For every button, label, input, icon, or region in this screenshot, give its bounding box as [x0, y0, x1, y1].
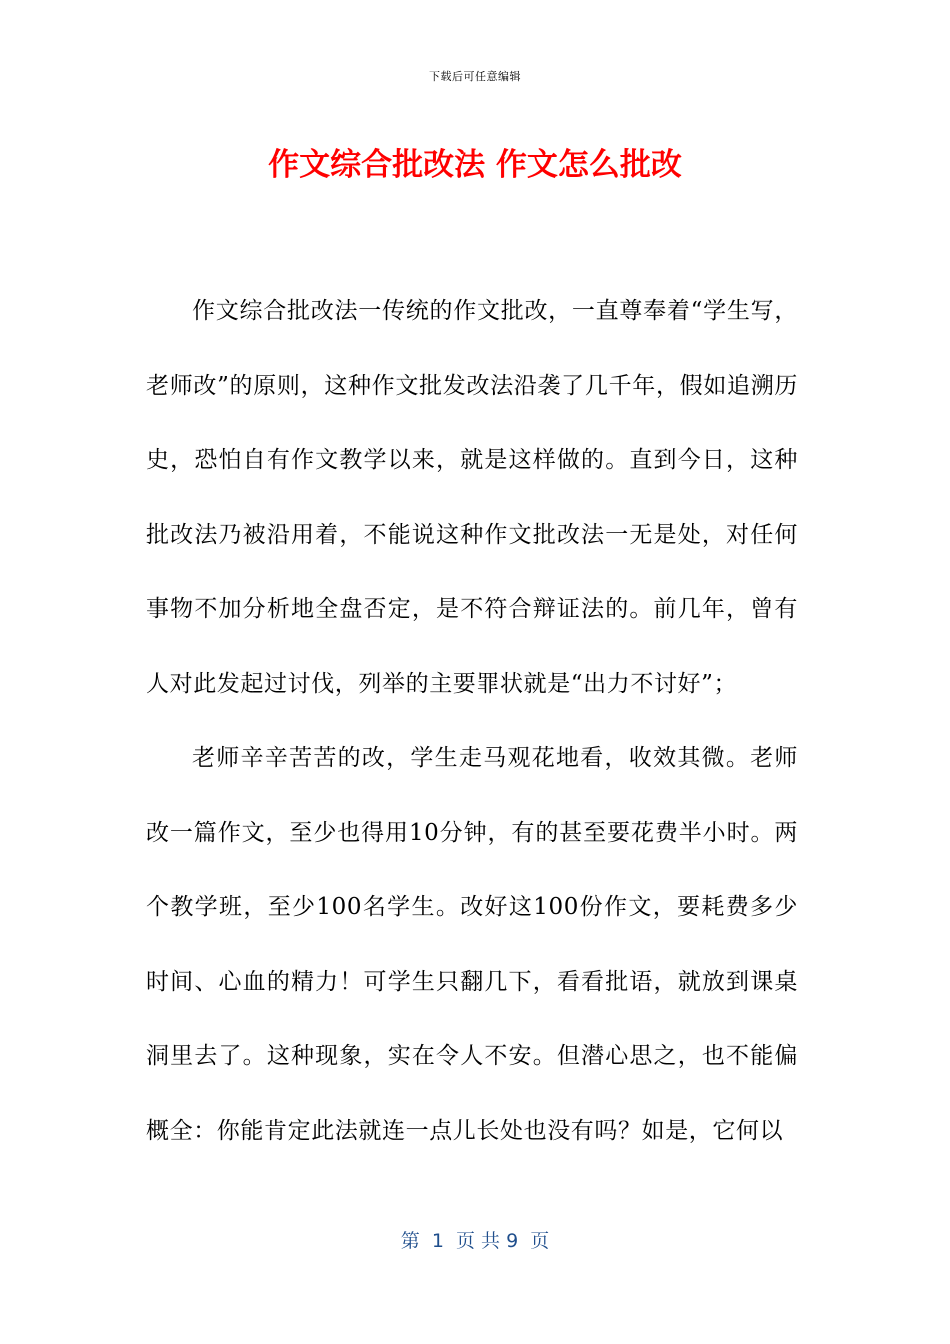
- header-note: 下载后可任意编辑: [429, 70, 521, 83]
- paragraph: 作文综合批改法一传统的作文批改，一直尊奉着“学生写，老师改”的原则，这种作文批发改法沿袭了几千年，假如追溯历史，恐怕自有作文教学以来，就是这样做的。直到今日，这种批改法乃被沿用着，不能说这种作文批改法一无是处，对任何事物不加分析地全盘否定，是不符合辩证法的。前几年，曾有人对此发起过讨伐，列举的主要罪状就是“出力不讨好”；: [146, 298, 798, 697]
- document-body: [146, 274, 798, 1168]
- document-title: 作文综合批改法 作文怎么批改: [268, 147, 682, 183]
- paragraph: 老师辛辛苦苦的改，学生走马观花地看，收效其微。老师改一篇作文，至少也得用10分钟，有的甚至要花费半小时。两个教学班，至少100名学生。改好这100份作文，要耗费多少时间、心血的精力！可学生只翻几下，看看批语，就放到课桌洞里去了。这种现象，实在令人不安。但潜心思之，也不能偏概全：你能肯定此法就连一点儿长处也没有吗？如是，它何以: [146, 745, 798, 1144]
- page-number: 第 1 页 共 9 页: [400, 1230, 550, 1252]
